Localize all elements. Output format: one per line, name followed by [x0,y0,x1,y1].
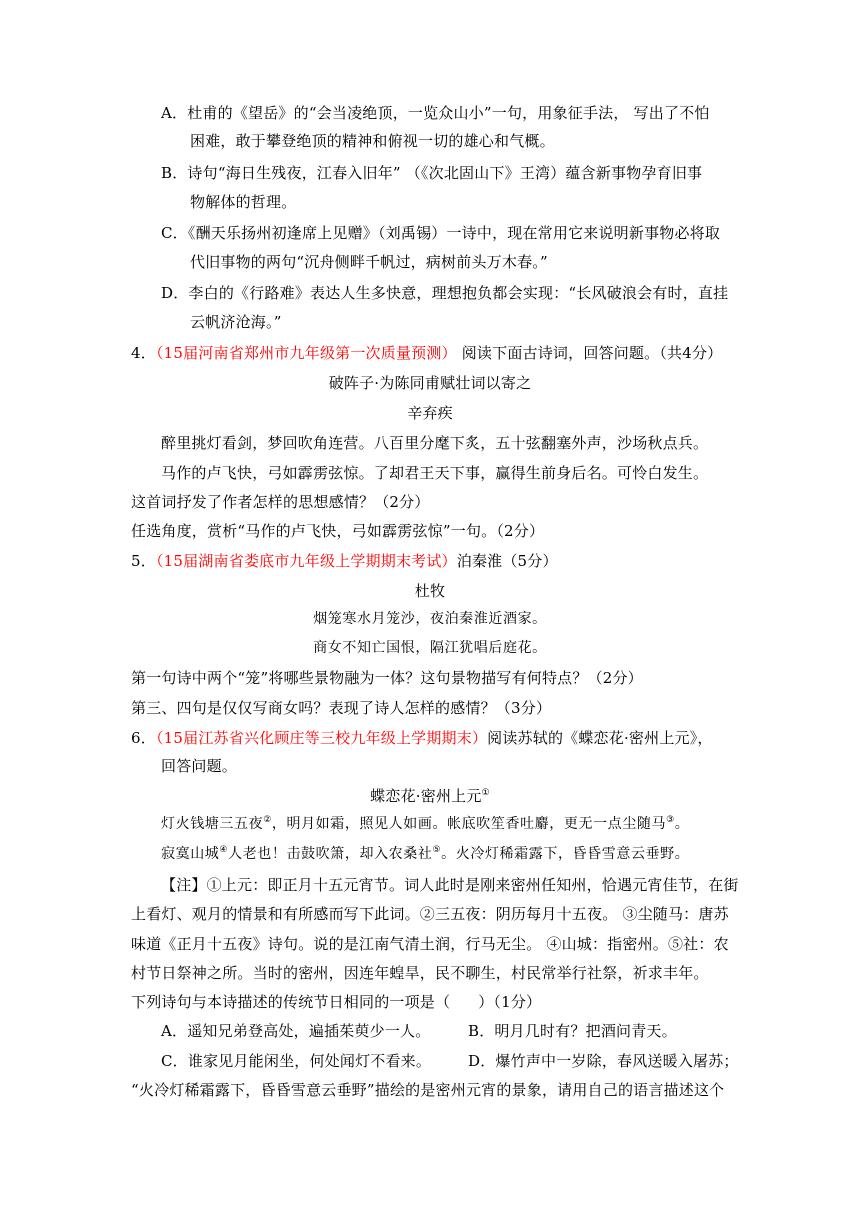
q6-subquestion-1-score: ）（1分） [478,993,542,1011]
q6-poem-line2-part1: 寂寞山城 [161,846,220,862]
q6-note-line1: 【注】①上元：即正月十五元宵节。词人此时是刚来密州任知州，恰遇元宵佳节，在街 [161,876,739,894]
q4-poem-line1: 醉里挑灯看剑，梦回吹角连营。八百里分麾下炙，五十弦翻塞外声，沙场秋点兵。 [161,434,709,452]
q3-option-c-line2: 代旧事物的两句“沉舟侧畔千帆过，病树前头万木春。” [190,253,548,271]
q6-option-d: D．爆竹声中一岁除，春风送暖入屠苏； [468,1052,739,1070]
q4-intro: 阅读下面古诗词，回答问题。（共4分） [456,344,723,362]
q4-poem-title: 破阵子·为陈同甫赋壮词以寄之 [328,374,532,392]
footnote-marker: ② [263,815,272,825]
q6-option-a: A．遥知兄弟登高处，遍插茱萸少一人。 [161,1022,431,1040]
q6-poem-title-text: 蝶恋花·密州上元 [370,787,482,805]
q5-subquestion-2: 第三、四句是仅仅写商女吗？表现了诗人怎样的感情？（3分） [131,699,552,717]
footnote-marker: ③ [666,815,675,825]
q6-option-c: C．谁家见月能闲坐，何处闻灯不看来。 [161,1052,432,1070]
q4-poem-author: 辛弃疾 [407,404,453,422]
q6-option-b: B．明月几时有？把酒问青天。 [468,1022,677,1040]
q3-option-d-line2: 云帆济沧海。” [190,313,282,331]
q6-poem-title [0,786,860,806]
q6-subquestion-1 [131,992,541,1012]
q3-option-a-line2: 困难，敢于攀登绝顶的精神和俯视一切的雄心和气概。 [190,132,555,150]
q6-poem-line1-part2: ，明月如霜，照见人如画。帐底吹笙香吐麝，更无一点尘随马 [271,816,667,832]
footnote-marker: ⑤ [432,845,442,855]
q6-poem-line1-part1: 灯火钱塘三五夜 [161,816,264,832]
q5-poem-author: 杜牧 [414,582,446,600]
q5-intro: 泊秦淮（5分） [456,552,558,570]
q6-source: （15届江苏省兴化顾庄等三校九年级上学期期末） [155,729,488,747]
q3-option-b-line1: B．诗句“海日生残夜，江春入旧年” （《次北固山下》王湾）蕴含新事物孕育旧事 [161,164,703,182]
q6-poem-line1-part3: 。 [674,816,690,832]
q6-note-line2: 上看灯、观月的情景和有所感而写下此词。②三五夜：阴历每月十五夜。 ③尘随马：唐苏 [131,905,729,923]
q6-poem-line2-part3: 。火冷灯稀霜露下，昏昏雪意云垂野。 [441,846,690,862]
q6-subquestion-2: “火冷灯稀霜露下，昏昏雪意云垂野”描绘的是密州元宵的景象，请用自己的语言描述这个 [131,1081,725,1099]
q3-option-b-line2: 物解体的哲理。 [190,193,297,211]
q4-source: （15届河南省郑州市九年级第一次质量预测） [155,344,457,362]
footnote-marker: ① [481,788,490,798]
q6-intro: 阅读苏轼的《蝶恋花·密州上元》， [487,729,713,747]
q6-poem-line1 [161,814,689,834]
q6-number: 6． [131,729,156,747]
q3-option-c-line1: C．《酬天乐扬州初逢席上见赠》（刘禹锡）一诗中，现在常用它来说明新事物必将取 [161,224,721,242]
q4-subquestion-2: 任选角度，赏析“马作的卢飞快，弓如霹雳弦惊”一句。（2分） [131,522,545,540]
q4-subquestion-1: 这首词抒发了作者怎样的思想感情？（2分） [131,493,430,511]
q5-subquestion-1: 第一句诗中两个“笼”将哪些景物融为一体？这句景物描写有何特点？（2分） [131,669,643,687]
q6-note-line3: 味道《正月十五夜》诗句。说的是江南气清土润，行马无尘。 ④山城：指密州。⑤社：农 [131,935,729,953]
q3-option-d-line1: D．李白的《行路难》表达人生多快意，理想抱负都会实现：“长风破浪会有时，直挂 [161,284,729,302]
q4-header [131,343,722,363]
q6-poem-line2-part2: 人老也！击鼓吹箫，却入农桑社 [228,846,433,862]
q6-intro-continued: 回答问题。 [161,757,238,775]
q6-poem-line2 [161,844,689,864]
footnote-marker: ④ [219,845,229,855]
q5-poem-line2: 商女不知亡国恨，隔江犹唱后庭花。 [313,640,547,656]
q5-poem-line1: 烟笼寒水月笼沙，夜泊秦淮近酒家。 [313,611,547,627]
q6-header [131,728,713,748]
q4-poem-line2: 马作的卢飞快，弓如霹雳弦惊。了却君王天下事，赢得生前身后名。可怜白发生。 [161,464,709,482]
q5-source: （15届湖南省娄底市九年级上学期期末考试） [155,552,457,570]
q4-number: 4． [131,344,156,362]
q5-header [131,551,558,571]
q6-note-line4: 村节日祭神之所。当时的密州，因连年蝗旱，民不聊生，村民常举行社祭，祈求丰年。 [131,964,709,982]
q6-subquestion-1-text: 下列诗句与本诗描述的传统节日相同的一项是（ [131,993,451,1011]
q5-number: 5． [131,552,156,570]
q3-option-a-line1: A．杜甫的《望岳》的“会当凌绝顶，一览众山小”一句，用象征手法， 写出了不怕 [161,104,710,122]
